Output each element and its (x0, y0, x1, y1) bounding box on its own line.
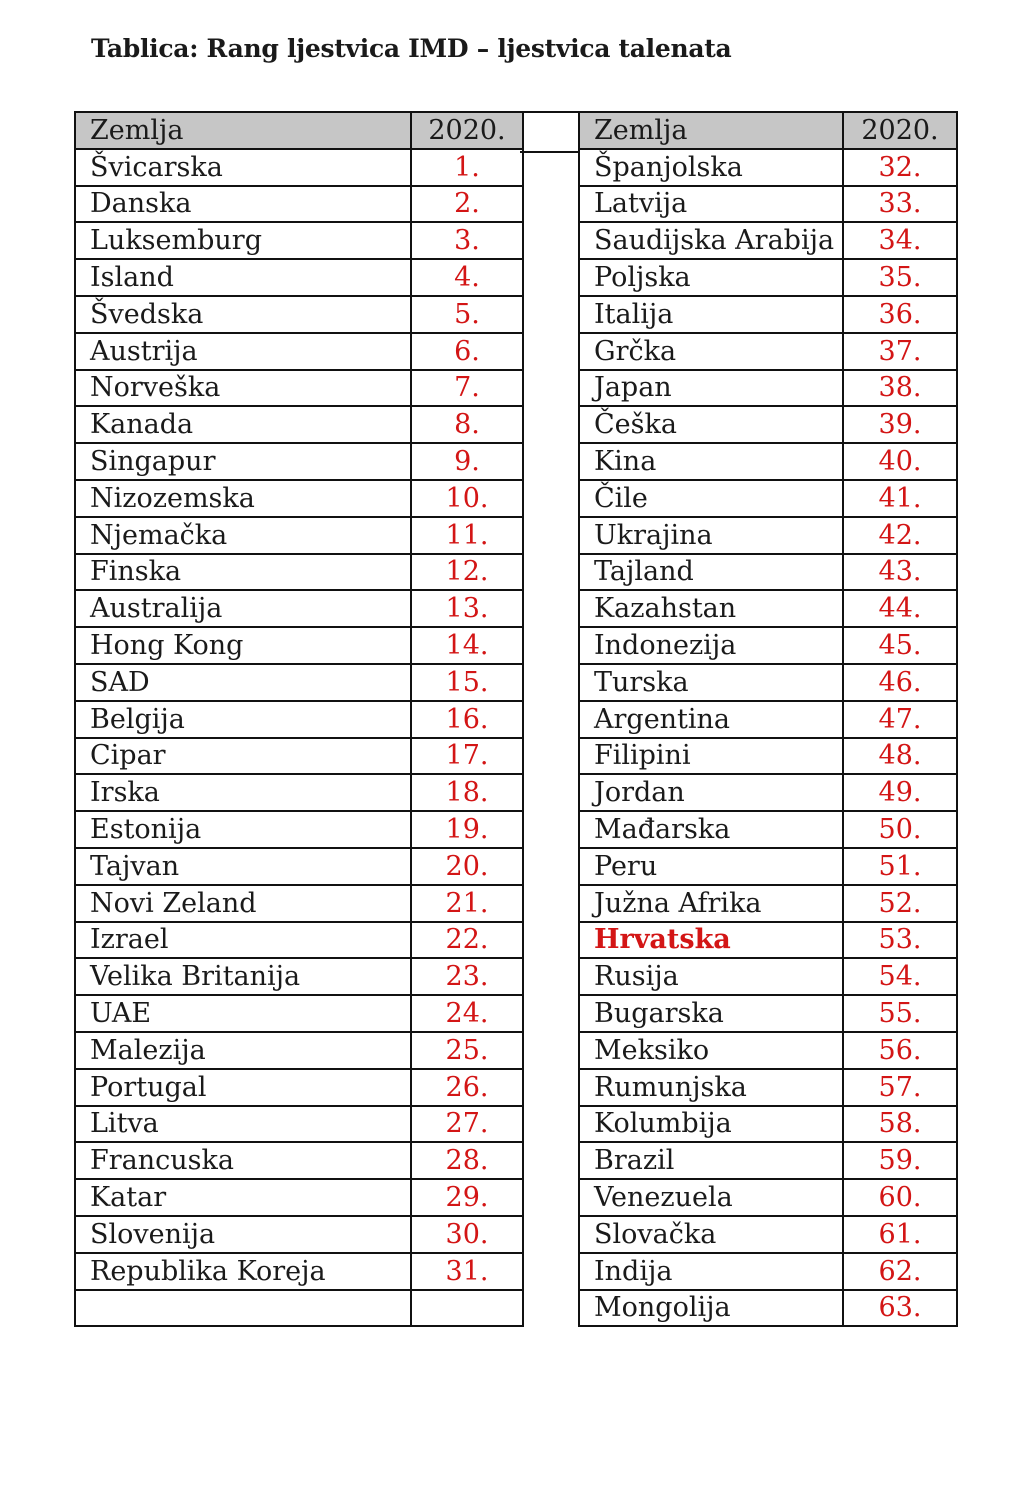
rank-cell: 12. (411, 554, 523, 591)
country-cell: Južna Afrika (579, 885, 843, 922)
rank-cell: 5. (411, 296, 523, 333)
rank-cell: 6. (411, 333, 523, 370)
country-cell: Čile (579, 480, 843, 517)
table-row (579, 811, 957, 848)
table-row (579, 885, 957, 922)
country-cell: Danska (75, 186, 411, 223)
table-row (75, 885, 523, 922)
country-cell: Slovenija (75, 1216, 411, 1253)
rank-cell: 8. (411, 406, 523, 443)
country-cell: Singapur (75, 443, 411, 480)
rank-cell: 22. (411, 922, 523, 959)
table-row (75, 259, 523, 296)
country-cell: Izrael (75, 922, 411, 959)
table-row (75, 701, 523, 738)
table-row (579, 259, 957, 296)
country-cell: Turska (579, 664, 843, 701)
rank-cell: 63. (843, 1290, 957, 1327)
country-cell: Velika Britanija (75, 958, 411, 995)
table-row (75, 296, 523, 333)
country-cell: Meksiko (579, 1032, 843, 1069)
rank-cell: 23. (411, 958, 523, 995)
ranking-table-left (74, 111, 524, 1327)
country-cell: Island (75, 259, 411, 296)
table-row (75, 1069, 523, 1106)
country-cell: Španjolska (579, 149, 843, 186)
table-row (75, 149, 523, 186)
country-cell: Norveška (75, 370, 411, 407)
table-row (579, 443, 957, 480)
country-cell: Mongolija (579, 1290, 843, 1327)
rank-cell: 14. (411, 627, 523, 664)
rank-cell: 55. (843, 995, 957, 1032)
country-cell: Hong Kong (75, 627, 411, 664)
rank-cell: 60. (843, 1179, 957, 1216)
rank-cell: 18. (411, 774, 523, 811)
country-cell: Australija (75, 590, 411, 627)
table-row (75, 922, 523, 959)
table-row (579, 590, 957, 627)
country-cell: Estonija (75, 811, 411, 848)
country-cell: Slovačka (579, 1216, 843, 1253)
rank-cell: 39. (843, 406, 957, 443)
rank-cell: 50. (843, 811, 957, 848)
rank-cell: 62. (843, 1253, 957, 1290)
country-cell: Novi Zeland (75, 885, 411, 922)
rank-cell: 16. (411, 701, 523, 738)
rank-cell: 20. (411, 848, 523, 885)
table-row (75, 1179, 523, 1216)
rank-cell: 15. (411, 664, 523, 701)
rank-cell: 61. (843, 1216, 957, 1253)
table-header-row (75, 112, 523, 149)
table-header-row (579, 112, 957, 149)
table-row (579, 995, 957, 1032)
table-row (579, 296, 957, 333)
rank-cell: 47. (843, 701, 957, 738)
table-row (579, 149, 957, 186)
rank-cell: 33. (843, 186, 957, 223)
rank-cell: 35. (843, 259, 957, 296)
country-cell: Švedska (75, 296, 411, 333)
table-row (75, 774, 523, 811)
table-row (579, 627, 957, 664)
table-row (75, 1032, 523, 1069)
country-cell: Jordan (579, 774, 843, 811)
country-cell: Kanada (75, 406, 411, 443)
table-row (579, 517, 957, 554)
table-row (75, 811, 523, 848)
table-row (579, 406, 957, 443)
rank-cell: 7. (411, 370, 523, 407)
rank-cell (411, 1290, 523, 1327)
country-cell: Irska (75, 774, 411, 811)
rank-cell: 25. (411, 1032, 523, 1069)
rank-cell: 4. (411, 259, 523, 296)
table-row (579, 774, 957, 811)
rank-cell: 29. (411, 1179, 523, 1216)
table-row (75, 1253, 523, 1290)
country-cell: Rusija (579, 958, 843, 995)
rank-cell: 58. (843, 1106, 957, 1143)
country-cell: Nizozemska (75, 480, 411, 517)
table-row (75, 554, 523, 591)
rank-cell: 49. (843, 774, 957, 811)
rank-cell: 1. (411, 149, 523, 186)
table-row (579, 1290, 957, 1327)
country-cell: Filipini (579, 738, 843, 775)
table-row (75, 1216, 523, 1253)
country-cell: Brazil (579, 1142, 843, 1179)
country-cell: Italija (579, 296, 843, 333)
rank-cell: 28. (411, 1142, 523, 1179)
table-row (75, 222, 523, 259)
country-cell: Tajvan (75, 848, 411, 885)
table-row (579, 1253, 957, 1290)
country-cell: Njemačka (75, 517, 411, 554)
ranking-table-right (578, 111, 958, 1327)
country-cell: Ukrajina (579, 517, 843, 554)
table-row (75, 627, 523, 664)
country-cell: Grčka (579, 333, 843, 370)
table-row (75, 738, 523, 775)
rank-cell: 57. (843, 1069, 957, 1106)
rank-cell: 45. (843, 627, 957, 664)
rank-cell: 52. (843, 885, 957, 922)
country-cell: Peru (579, 848, 843, 885)
country-cell: Kazahstan (579, 590, 843, 627)
rank-cell: 34. (843, 222, 957, 259)
country-cell: Republika Koreja (75, 1253, 411, 1290)
rank-cell: 36. (843, 296, 957, 333)
table-row (75, 664, 523, 701)
table-row (579, 1142, 957, 1179)
header-year: 2020. (411, 112, 523, 149)
rank-cell: 59. (843, 1142, 957, 1179)
rank-cell: 13. (411, 590, 523, 627)
table-row (75, 443, 523, 480)
table-row (579, 554, 957, 591)
rank-cell: 27. (411, 1106, 523, 1143)
rank-cell: 30. (411, 1216, 523, 1253)
header-country: Zemlja (579, 112, 843, 149)
table-row (75, 406, 523, 443)
table-row (75, 958, 523, 995)
rank-cell: 26. (411, 1069, 523, 1106)
table-row (75, 1106, 523, 1143)
rank-cell: 42. (843, 517, 957, 554)
rank-cell: 3. (411, 222, 523, 259)
rank-cell: 54. (843, 958, 957, 995)
rank-cell: 56. (843, 1032, 957, 1069)
table-row (579, 848, 957, 885)
rank-cell: 38. (843, 370, 957, 407)
country-cell: Francuska (75, 1142, 411, 1179)
rank-cell: 32. (843, 149, 957, 186)
country-cell: Kina (579, 443, 843, 480)
rank-cell: 40. (843, 443, 957, 480)
country-cell: Finska (75, 554, 411, 591)
rank-cell: 19. (411, 811, 523, 848)
table-row (75, 995, 523, 1032)
country-cell: Belgija (75, 701, 411, 738)
table-row (579, 922, 957, 959)
page-title: Tablica: Rang ljestvica IMD – ljestvica talenata (91, 34, 732, 63)
table-row (75, 370, 523, 407)
table-row (75, 1290, 523, 1327)
country-cell: Venezuela (579, 1179, 843, 1216)
table-row (579, 480, 957, 517)
table-row (579, 370, 957, 407)
rank-cell: 46. (843, 664, 957, 701)
rank-cell: 53. (843, 922, 957, 959)
rank-cell: 48. (843, 738, 957, 775)
rank-cell: 17. (411, 738, 523, 775)
table-row (75, 1142, 523, 1179)
country-cell: Cipar (75, 738, 411, 775)
country-cell: Malezija (75, 1032, 411, 1069)
table-row (75, 333, 523, 370)
header-gap (520, 111, 580, 153)
table-row (579, 738, 957, 775)
rank-cell: 37. (843, 333, 957, 370)
table-row (579, 1179, 957, 1216)
country-cell: Latvija (579, 186, 843, 223)
country-cell: Litva (75, 1106, 411, 1143)
table-row (75, 848, 523, 885)
country-cell: Hrvatska (579, 922, 843, 959)
rank-cell: 24. (411, 995, 523, 1032)
table-row (579, 1216, 957, 1253)
rank-cell: 2. (411, 186, 523, 223)
country-cell: Austrija (75, 333, 411, 370)
country-cell: Portugal (75, 1069, 411, 1106)
header-year: 2020. (843, 112, 957, 149)
rank-cell: 43. (843, 554, 957, 591)
country-cell: Luksemburg (75, 222, 411, 259)
rank-cell: 51. (843, 848, 957, 885)
country-cell: Indonezija (579, 627, 843, 664)
country-cell: Saudijska Arabija (579, 222, 843, 259)
country-cell: Katar (75, 1179, 411, 1216)
table-row (579, 1069, 957, 1106)
rank-cell: 31. (411, 1253, 523, 1290)
country-cell: Poljska (579, 259, 843, 296)
rank-cell: 10. (411, 480, 523, 517)
country-cell: SAD (75, 664, 411, 701)
country-cell: Mađarska (579, 811, 843, 848)
table-row (579, 333, 957, 370)
country-cell: Bugarska (579, 995, 843, 1032)
table-row (579, 664, 957, 701)
country-cell: Kolumbija (579, 1106, 843, 1143)
country-cell: Japan (579, 370, 843, 407)
table-row (579, 222, 957, 259)
table-row (579, 186, 957, 223)
country-cell (75, 1290, 411, 1327)
country-cell: Rumunjska (579, 1069, 843, 1106)
country-cell: Indija (579, 1253, 843, 1290)
rank-cell: 21. (411, 885, 523, 922)
table-row (579, 701, 957, 738)
table-row (75, 590, 523, 627)
rank-cell: 11. (411, 517, 523, 554)
table-row (75, 186, 523, 223)
header-country: Zemlja (75, 112, 411, 149)
table-row (579, 958, 957, 995)
table-row (75, 517, 523, 554)
table-row (75, 480, 523, 517)
country-cell: UAE (75, 995, 411, 1032)
country-cell: Argentina (579, 701, 843, 738)
country-cell: Švicarska (75, 149, 411, 186)
table-row (579, 1032, 957, 1069)
rank-cell: 41. (843, 480, 957, 517)
country-cell: Tajland (579, 554, 843, 591)
rank-cell: 44. (843, 590, 957, 627)
rank-cell: 9. (411, 443, 523, 480)
table-row (579, 1106, 957, 1143)
country-cell: Češka (579, 406, 843, 443)
